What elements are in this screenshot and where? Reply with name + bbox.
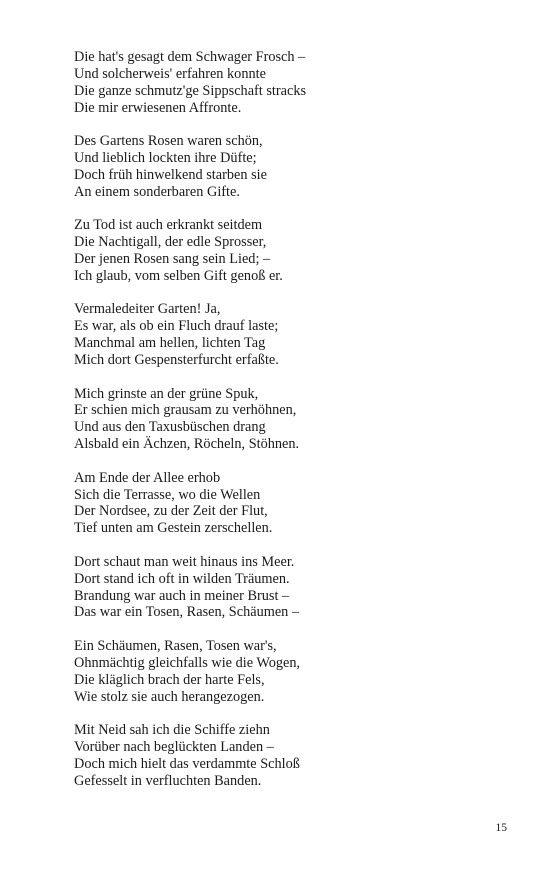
poem-line: Die mir erwiesenen Affronte.	[74, 99, 242, 116]
poem-text	[74, 49, 494, 806]
poem-line: Manchmal am hellen, lichten Tag	[74, 335, 266, 352]
poem-line: Und solcherweis' erfahren konnte	[74, 65, 266, 82]
poem-line: Mich grinste an der grüne Spuk,	[74, 385, 259, 402]
poem-line: Dort schaut man weit hinaus ins Meer.	[74, 553, 295, 570]
poem-line: Dort stand ich oft in wilden Träumen.	[74, 570, 290, 587]
poem-line: Die ganze schmutz'ge Sippschaft stracks	[74, 82, 307, 99]
stanza-6	[74, 470, 494, 538]
stanza-7	[74, 554, 494, 622]
poem-line: Am Ende der Allee erhob	[74, 469, 221, 486]
poem-line: Der jenen Rosen sang sein Lied; –	[74, 251, 271, 268]
poem-line: Zu Tod ist auch erkrankt seitdem	[74, 217, 263, 234]
poem-line: Und aus den Taxusbüschen drang	[74, 419, 266, 436]
poem-line: Alsbald ein Ächzen, Röcheln, Stöhnen.	[74, 436, 300, 453]
page-number: 15	[495, 822, 507, 834]
poem-line: Es war, als ob ein Fluch drauf laste;	[74, 318, 279, 335]
poem-line: Ohnmächtig gleichfalls wie die Wogen,	[74, 654, 301, 671]
poem-line: Und lieblich lockten ihre Düfte;	[74, 150, 257, 167]
stanza-9	[74, 722, 494, 790]
poem-line: Das war ein Tosen, Rasen, Schäumen –	[74, 604, 300, 621]
stanza-4	[74, 301, 494, 369]
poem-line: Ein Schäumen, Rasen, Tosen war's,	[74, 637, 277, 654]
poem-line: An einem sonderbaren Gifte.	[74, 183, 240, 200]
stanza-2	[74, 133, 494, 201]
stanza-3	[74, 217, 494, 285]
stanza-8	[74, 638, 494, 706]
poem-line: Mich dort Gespensterfurcht erfaßte.	[74, 352, 279, 369]
poem-line: Sich die Terrasse, wo die Wellen	[74, 486, 261, 503]
poem-line: Tief unten am Gestein zerschellen.	[74, 520, 273, 537]
poem-line: Gefesselt in verfluchten Banden.	[74, 772, 262, 789]
poem-line: Der Nordsee, zu der Zeit der Flut,	[74, 503, 268, 520]
poem-line: Vermaledeiter Garten! Ja,	[74, 301, 221, 318]
poem-line: Wie stolz sie auch herangezogen.	[74, 688, 265, 705]
poem-line: Mit Neid sah ich die Schiffe ziehn	[74, 722, 270, 738]
stanza-5	[74, 386, 494, 454]
poem-line: Die hat's gesagt dem Schwager Frosch –	[74, 49, 306, 65]
poem-line: Brandung war auch in meiner Brust –	[74, 587, 290, 604]
poem-line: Er schien mich grausam zu verhöhnen,	[74, 402, 297, 419]
poem-line: Des Gartens Rosen waren schön,	[74, 133, 263, 150]
poem-line: Ich glaub, vom selben Gift genoß er.	[74, 267, 283, 284]
stanza-1	[74, 49, 494, 117]
poem-line: Doch mich hielt das verdammte Schloß	[74, 755, 300, 772]
poem-line: Die kläglich brach der harte Fels,	[74, 671, 265, 688]
poem-line: Doch früh hinwelkend starben sie	[74, 166, 267, 183]
poem-line: Vorüber nach beglückten Landen –	[74, 738, 274, 755]
poem-line: Die Nachtigall, der edle Sprosser,	[74, 234, 267, 251]
